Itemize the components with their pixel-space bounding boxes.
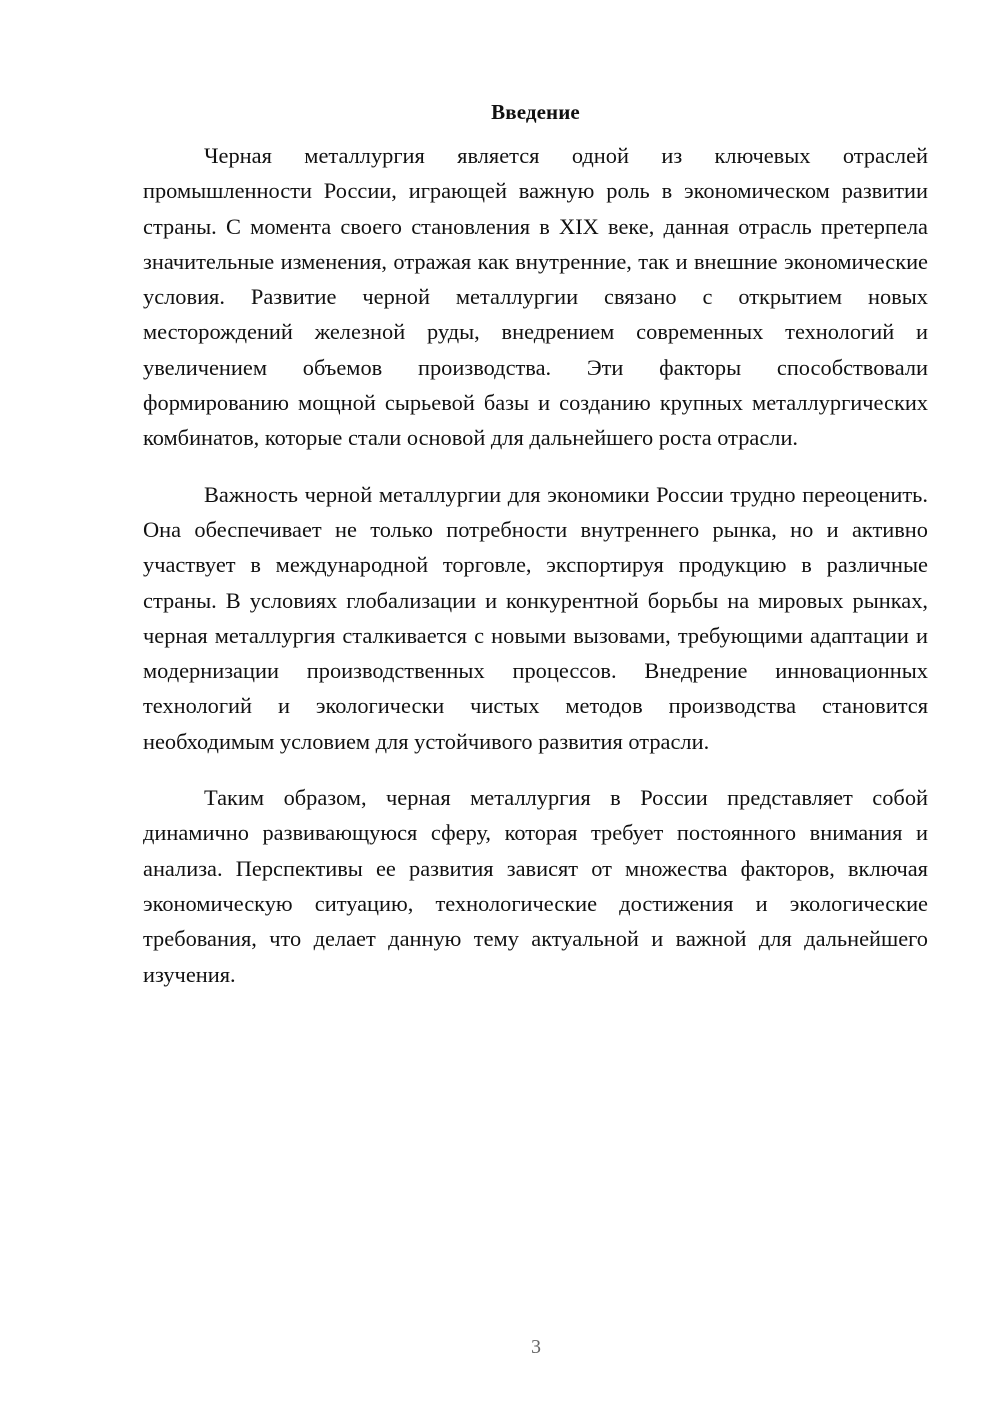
paragraph-1: Черная металлургия является одной из ключевых отраслей промышленности России, играющей важную роль в экономическом развитии страны. С момента своего становления в XIX веке, данная отрасль претерпела значительные изменения, отражая как внутренние, так и внешние экономические условия. Развитие черной металлургии связано с открытием новых месторождений железной руды, внедрением современных технологий и увеличением объемов производства. Эти факторы способствовали формированию мощной сырьевой базы и созданию крупных металлургических комбинатов, которые стали основой для дальнейшего роста отрасли. [143,143,928,451]
page-number: 3 [531,1336,541,1358]
paragraph-3: Таким образом, черная металлургия в России представляет собой динамично развивающуюся сферу, которая требует постоянного внимания и анализа. Перспективы ее развития зависят от множества факторов, включая экономическую ситуацию, технологические достижения и экологические требования, что делает данную тему актуальной и важной для дальнейшего изучения. [143,785,928,987]
page-content [143,96,928,1013]
section-title: Введение [491,100,580,124]
paragraph-2: Важность черной металлургии для экономики России трудно переоценить. Она обеспечивает не только потребности внутреннего рынка, но и активно участвует в международной торговле, экспортируя продукцию в различные страны. В условиях глобализации и конкурентной борьбы на мировых рынках, черная металлургия сталкивается с новыми вызовами, требующими адаптации и модернизации производственных процессов. Внедрение инновационных технологий и экологически чистых методов производства становится необходимым условием для устойчивого развития отрасли. [143,481,928,754]
